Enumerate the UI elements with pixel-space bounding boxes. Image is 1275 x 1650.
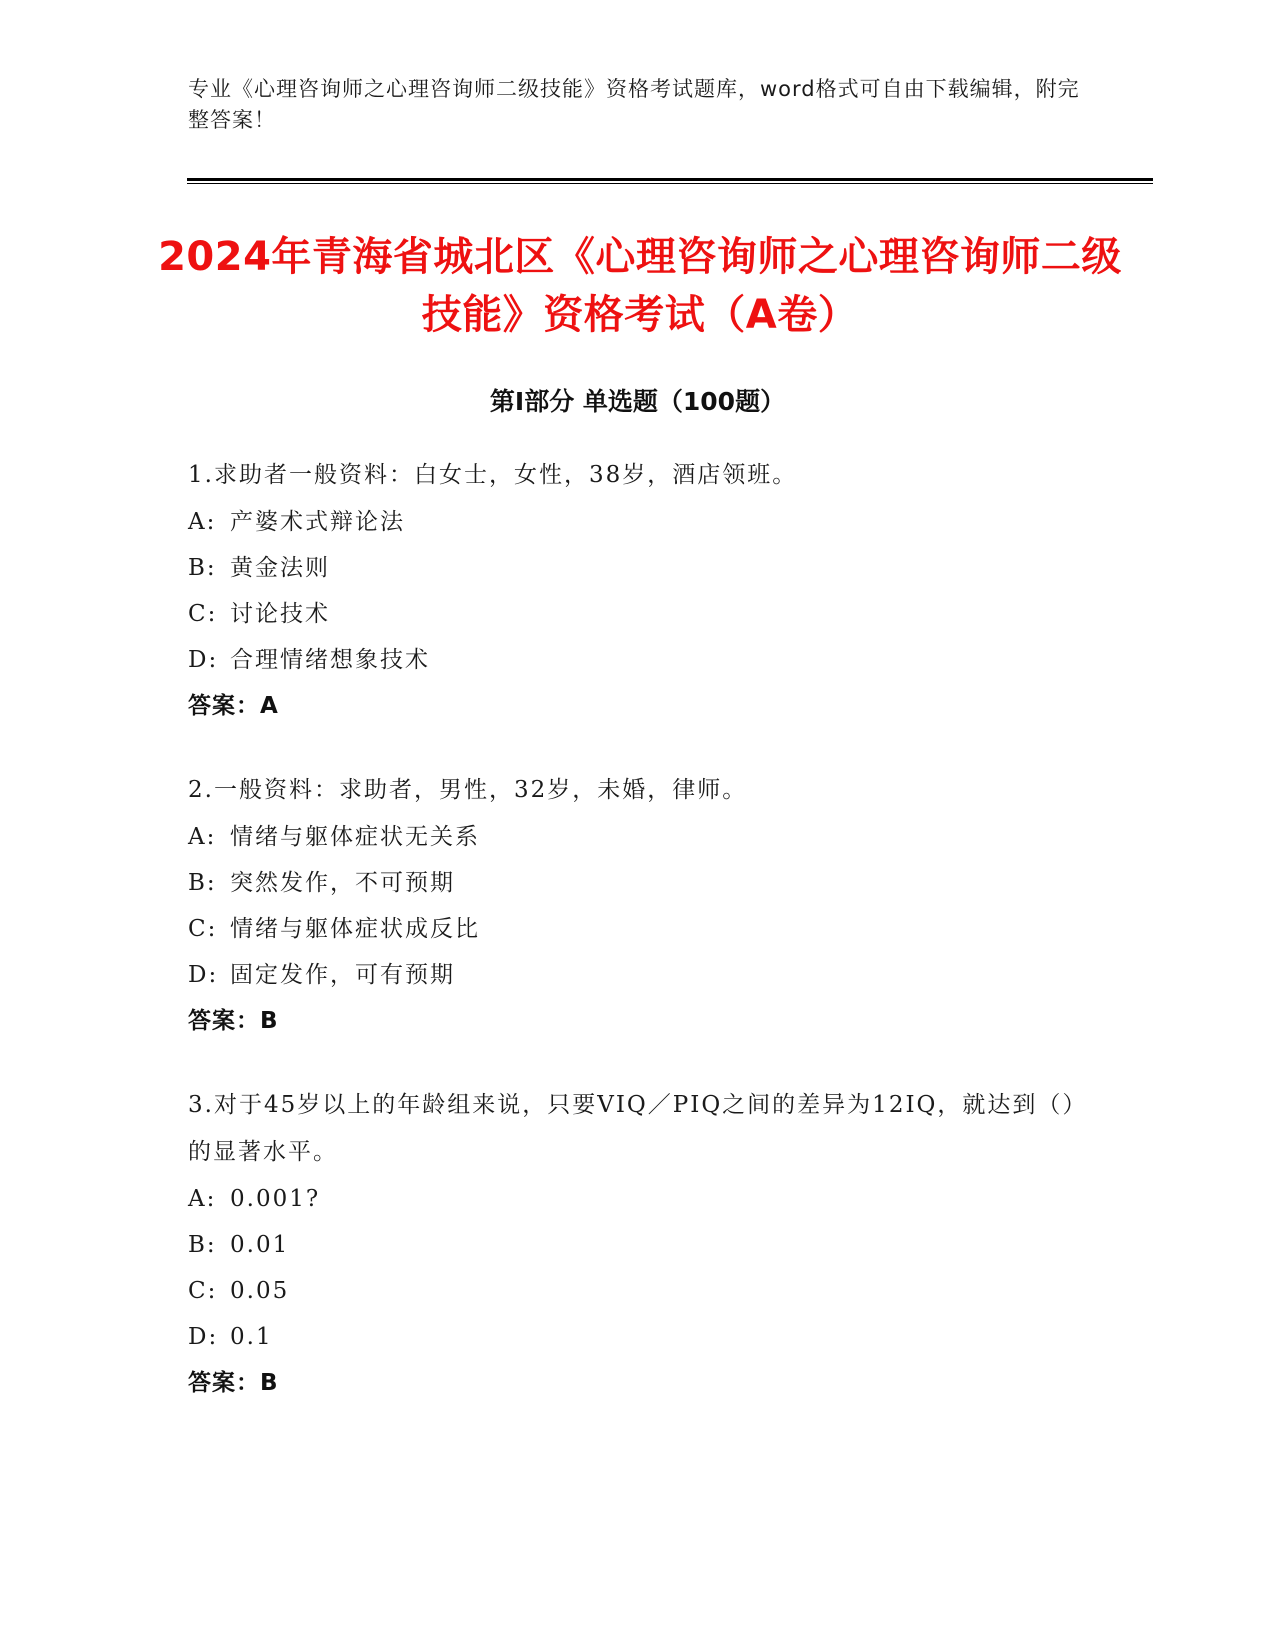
option-key: A: — [188, 1186, 217, 1212]
option-key: C: — [188, 916, 218, 942]
question-stem: 3.对于45岁以上的年龄组来说，只要VIQ／PIQ之间的差异为12IQ，就达到（）的显著水平。 — [188, 1092, 1088, 1165]
option-b — [188, 1222, 1088, 1268]
option-text: 0.01 — [230, 1232, 290, 1258]
question-2 — [188, 767, 1088, 1044]
option-text: 讨论技术 — [230, 601, 330, 627]
question-stem: 1.求助者一般资料：白女士，女性，38岁，酒店领班。 — [188, 462, 798, 488]
option-key: B: — [188, 870, 217, 896]
answer: 答案：B — [188, 1370, 279, 1396]
option-d — [188, 637, 1088, 683]
option-key: A: — [188, 824, 217, 850]
answer: 答案：B — [188, 1008, 279, 1034]
option-c — [188, 1268, 1088, 1314]
section-title: 第Ⅰ部分 单选题（100题） — [489, 387, 786, 416]
option-text: 合理情绪想象技术 — [230, 647, 430, 673]
header-divider-thin — [187, 183, 1153, 184]
question-stem: 2.一般资料：求助者，男性，32岁，未婚，律师。 — [188, 777, 748, 803]
option-text: 0.1 — [230, 1324, 273, 1350]
option-text: 突然发作，不可预期 — [230, 870, 455, 896]
option-a — [188, 499, 1088, 545]
option-b — [188, 860, 1088, 906]
option-text: 黄金法则 — [230, 555, 330, 581]
option-key: B: — [188, 555, 217, 581]
option-key: A: — [188, 509, 217, 535]
question-1 — [188, 452, 1088, 729]
option-b — [188, 545, 1088, 591]
option-a — [188, 1176, 1088, 1222]
option-text: 0.001? — [230, 1186, 321, 1212]
answer: 答案：A — [188, 693, 279, 719]
document-title: 2024年青海省城北区《心理咨询师之心理咨询师二级技能》资格考试（A卷） — [158, 234, 1122, 338]
option-key: C: — [188, 1278, 218, 1304]
option-key: D: — [188, 647, 219, 673]
option-d — [188, 1314, 1088, 1360]
option-c — [188, 591, 1088, 637]
option-text: 情绪与躯体症状成反比 — [230, 916, 480, 942]
option-d — [188, 952, 1088, 998]
option-key: B: — [188, 1232, 217, 1258]
option-text: 产婆术式辩论法 — [230, 509, 405, 535]
option-a — [188, 814, 1088, 860]
option-text: 固定发作，可有预期 — [230, 962, 455, 988]
header-note: 专业《心理咨询师之心理咨询师二级技能》资格考试题库，word格式可自由下载编辑，附完整答案！ — [188, 77, 1080, 132]
option-text: 情绪与躯体症状无关系 — [230, 824, 480, 850]
option-text: 0.05 — [230, 1278, 290, 1304]
header-divider-thick — [187, 178, 1153, 181]
option-key: D: — [188, 962, 219, 988]
option-c — [188, 906, 1088, 952]
option-key: D: — [188, 1324, 219, 1350]
option-key: C: — [188, 601, 218, 627]
question-3 — [188, 1082, 1088, 1406]
